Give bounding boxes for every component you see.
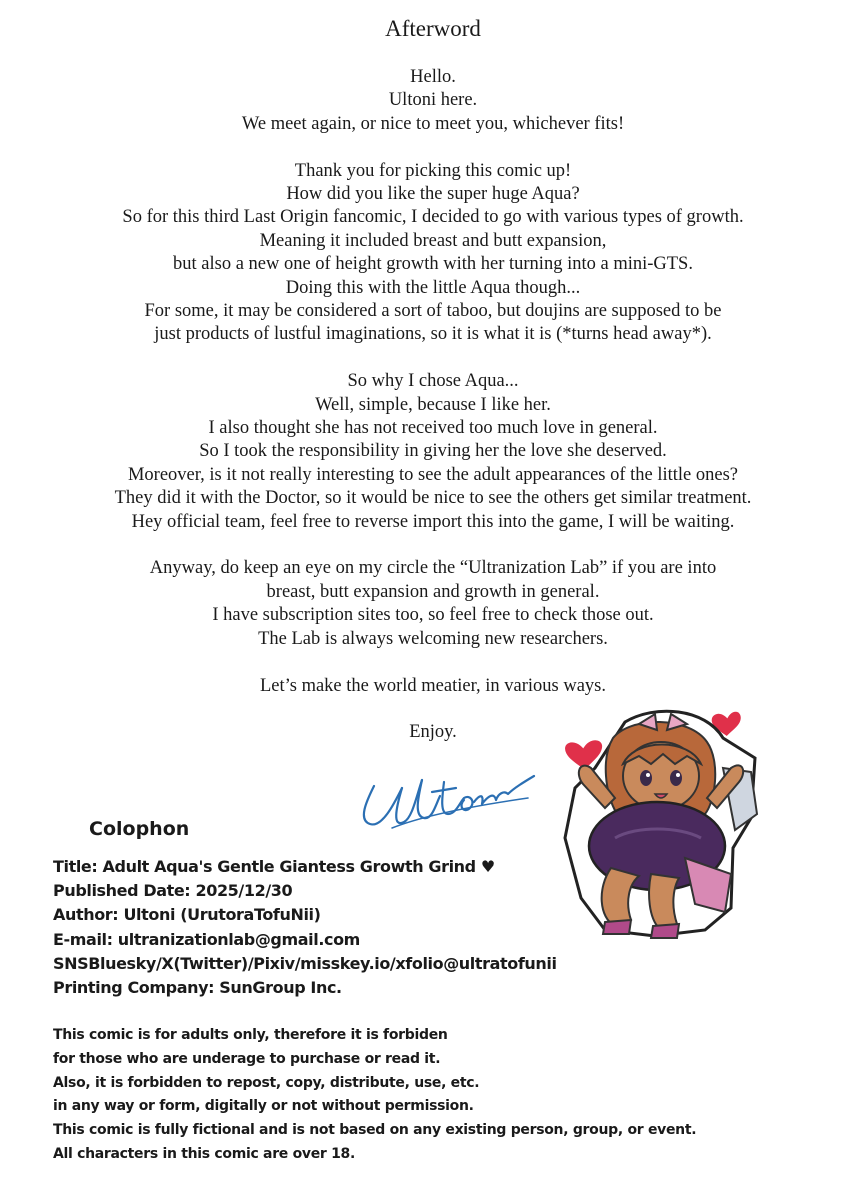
colophon-published-date: Published Date: 2025/12/30 <box>53 881 293 901</box>
afterword-line: Doing this with the little Aqua though... <box>285 277 581 298</box>
afterword-line: So I took the responsibility in giving her the love she deserved. <box>199 441 667 462</box>
colophon-email: E-mail: ultranizationlab@gmail.com <box>53 929 360 949</box>
afterword-line: breast, butt expansion and growth in general. <box>266 581 600 602</box>
legal-notice <box>53 1024 697 1167</box>
colophon-author: Author: Ultoni (UrutoraTofuNii) <box>53 905 321 925</box>
page-title: Afterword <box>385 16 481 41</box>
notice-line: This comic is fully fictional and is not based on any existing person, group, or event. <box>53 1122 697 1139</box>
afterword-paragraph <box>0 675 856 698</box>
afterword-line: For some, it may be considered a sort of taboo, but doujins are supposed to be <box>144 301 722 322</box>
afterword-line: Meaning it included breast and butt expansion, <box>259 230 607 251</box>
colophon-title: Title: Adult Aqua's Gentle Giantess Growth Grind ♥ <box>53 857 495 876</box>
afterword-line: but also a new one of height growth with her turning into a mini-GTS. <box>173 254 693 275</box>
colophon-sns: SNSBluesky/X(Twitter)/Pixiv/misskey.io/xfolio@ultratofunii <box>53 953 557 973</box>
afterword-paragraph <box>0 370 856 534</box>
afterword-line: Well, simple, because I like her. <box>315 394 551 415</box>
author-signature <box>352 758 538 838</box>
notice-line: This comic is for adults only, therefore it is forbiden <box>53 1027 448 1043</box>
colophon-printing-company: Printing Company: SunGroup Inc. <box>53 978 342 998</box>
notice-line: All characters in this comic are over 18. <box>53 1145 355 1162</box>
afterword-line: Moreover, is it not really interesting to see the adult appearances of the little ones? <box>127 464 739 485</box>
afterword-line: Let’s make the world meatier, in various ways. <box>259 675 607 696</box>
afterword-paragraph <box>0 160 856 347</box>
character-sticker <box>555 698 780 948</box>
afterword-line: Ultoni here. <box>388 90 478 111</box>
afterword-line: So for this third Last Origin fancomic, I decided to go with various types of growth. <box>122 207 744 228</box>
afterword-line: So why I chose Aqua... <box>347 371 519 392</box>
notice-line: for those who are underage to purchase or read it. <box>53 1050 441 1067</box>
colophon-details <box>53 855 613 1000</box>
afterword-paragraph <box>0 557 856 651</box>
afterword-line: The Lab is always welcoming new researchers. <box>258 628 608 649</box>
afterword-body <box>0 66 856 745</box>
afterword-line: I have subscription sites too, so feel free to check those out. <box>212 605 654 626</box>
afterword-line: They did it with the Doctor, so it would be nice to see the others get similar treatment. <box>114 488 752 509</box>
afterword-line: How did you like the super huge Aqua? <box>286 184 580 205</box>
afterword-line: Thank you for picking this comic up! <box>294 160 572 181</box>
afterword-paragraph <box>0 66 856 136</box>
afterword-line: Hello. <box>410 67 456 87</box>
notice-line: Also, it is forbidden to repost, copy, distribute, use, etc. <box>53 1074 480 1091</box>
afterword-line: I also thought she has not received too much love in general. <box>208 418 658 439</box>
afterword-line: We meet again, or nice to meet you, whichever fits! <box>241 113 625 134</box>
afterword-line: just products of lustful imaginations, so it is what it is (*turns head away*). <box>154 324 712 345</box>
colophon-heading: Colophon <box>89 818 190 840</box>
afterword-line: Hey official team, feel free to reverse import this into the game, I will be waiting. <box>131 511 735 532</box>
notice-line: in any way or form, digitally or not without permission. <box>53 1098 474 1115</box>
afterword-line: Anyway, do keep an eye on my circle the “Ultranization Lab” if you are into <box>149 558 717 579</box>
afterword-line: Enjoy. <box>409 722 457 743</box>
